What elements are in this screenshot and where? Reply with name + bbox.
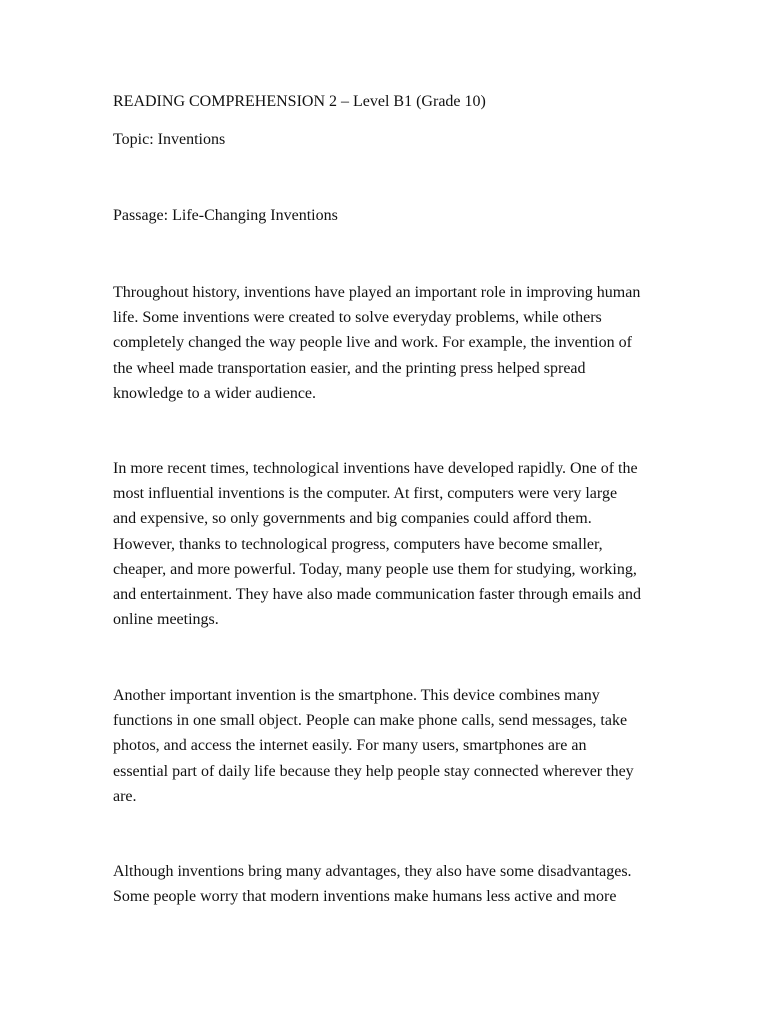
paragraph-1: [113, 280, 661, 406]
passage-title: Passage: Life-Changing Inventions: [113, 207, 338, 224]
paragraph-line: Although inventions bring many advantages, they also have some disadvantages.: [113, 863, 632, 880]
paragraph-line: and entertainment. They have also made communication faster through emails and: [113, 586, 641, 604]
paragraph-line: and expensive, so only governments and big companies could afford them.: [113, 510, 592, 528]
paragraph-line: are.: [113, 787, 137, 805]
paragraph-line: Some people worry that modern inventions make humans less active and more: [113, 888, 617, 906]
paragraph-line: However, thanks to technological progress, computers have become smaller,: [113, 535, 603, 553]
paragraph-2: [113, 456, 661, 632]
paragraph-line: Throughout history, inventions have played an important role in improving human: [113, 284, 641, 301]
paragraph-line: functions in one small object. People can make phone calls, send messages, take: [113, 712, 628, 730]
paragraph-line: knowledge to a wider audience.: [113, 384, 317, 402]
paragraph-line: online meetings.: [113, 611, 219, 629]
topic-line: Topic: Inventions: [113, 131, 226, 148]
paragraph-line: most influential inventions is the computer. At first, computers were very large: [113, 485, 618, 503]
paragraph-line: essential part of daily life because they help people stay connected wherever they: [113, 762, 634, 780]
paragraph-line: Another important invention is the smartphone. This device combines many: [113, 687, 600, 704]
paragraph-line: the wheel made transportation easier, and the printing press helped spread: [113, 359, 586, 377]
document-title: READING COMPREHENSION 2 – Level B1 (Grade 10): [113, 93, 486, 110]
paragraph-line: In more recent times, technological inventions have developed rapidly. One of the: [113, 460, 638, 477]
paragraph-line: photos, and access the internet easily. For many users, smartphones are an: [113, 737, 587, 755]
paragraph-line: life. Some inventions were created to solve everyday problems, while others: [113, 309, 602, 327]
paragraph-line: completely changed the way people live and work. For example, the invention of: [113, 334, 632, 352]
paragraph-4: [113, 859, 661, 909]
paragraph-3: [113, 683, 661, 809]
paragraph-line: cheaper, and more powerful. Today, many people use them for studying, working,: [113, 560, 637, 578]
